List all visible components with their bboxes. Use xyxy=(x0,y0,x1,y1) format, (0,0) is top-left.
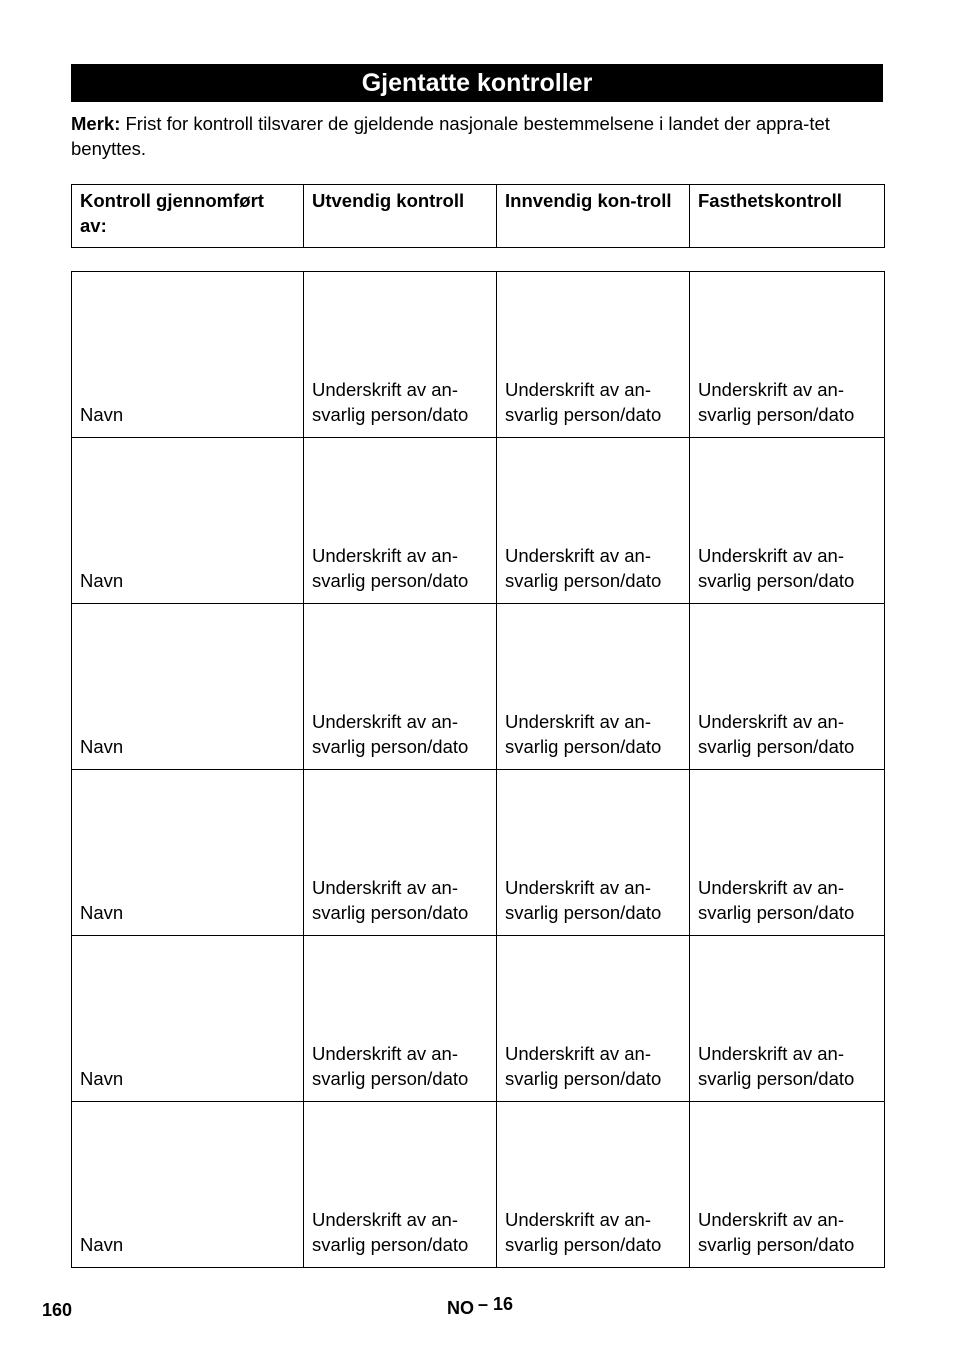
signature-cell[interactable]: Underskrift av an-svarlig person/dato xyxy=(497,438,690,604)
signature-cell[interactable]: Underskrift av an-svarlig person/dato xyxy=(497,1102,690,1268)
table-row xyxy=(72,438,885,604)
name-cell[interactable]: Navn xyxy=(72,770,304,936)
signature-cell[interactable]: Underskrift av an-svarlig person/dato xyxy=(690,604,885,770)
section-page-number: – 16 xyxy=(478,1294,514,1314)
table-row xyxy=(72,604,885,770)
header-table xyxy=(71,184,885,248)
signature-cell[interactable]: Underskrift av an-svarlig person/dato xyxy=(304,770,497,936)
signature-cell[interactable]: Underskrift av an-svarlig person/dato xyxy=(304,272,497,438)
header-cell-internal: Innvendig kon-troll xyxy=(497,185,690,248)
name-cell[interactable]: Navn xyxy=(72,604,304,770)
header-row xyxy=(72,185,885,248)
signature-cell[interactable]: Underskrift av an-svarlig person/dato xyxy=(690,1102,885,1268)
note-label: Merk: xyxy=(71,113,121,134)
signature-cell[interactable]: Underskrift av an-svarlig person/dato xyxy=(690,438,885,604)
signature-cell[interactable]: Underskrift av an-svarlig person/dato xyxy=(497,936,690,1102)
signature-cell[interactable]: Underskrift av an-svarlig person/dato xyxy=(304,604,497,770)
header-cell-external: Utvendig kontroll xyxy=(304,185,497,248)
signature-cell[interactable]: Underskrift av an-svarlig person/dato xyxy=(497,272,690,438)
note-text: Frist for kontroll tilsvarer de gjeldende nasjonale bestemmelsene i landet der appra-tet benyttes. xyxy=(71,113,830,159)
header-cell-performed-by: Kontroll gjennomført av: xyxy=(72,185,304,248)
note-paragraph xyxy=(71,111,886,161)
signature-cell[interactable]: Underskrift av an-svarlig person/dato xyxy=(304,438,497,604)
signature-cell[interactable]: Underskrift av an-svarlig person/dato xyxy=(497,604,690,770)
table-row xyxy=(72,272,885,438)
name-cell[interactable]: Navn xyxy=(72,438,304,604)
table-row xyxy=(72,936,885,1102)
name-cell[interactable]: Navn xyxy=(72,272,304,438)
name-cell[interactable]: Navn xyxy=(72,936,304,1102)
page-number: 160 xyxy=(42,1300,73,1320)
section-page-label xyxy=(447,1294,514,1319)
signature-cell[interactable]: Underskrift av an-svarlig person/dato xyxy=(690,272,885,438)
signature-cell[interactable]: Underskrift av an-svarlig person/dato xyxy=(304,936,497,1102)
signature-cell[interactable]: Underskrift av an-svarlig person/dato xyxy=(690,936,885,1102)
page-title: Gjentatte kontroller xyxy=(71,64,883,102)
name-cell[interactable]: Navn xyxy=(72,1102,304,1268)
signature-cell[interactable]: Underskrift av an-svarlig person/dato xyxy=(497,770,690,936)
table-row xyxy=(72,770,885,936)
language-code: NO xyxy=(447,1298,474,1318)
signature-table xyxy=(71,271,885,1268)
signature-cell[interactable]: Underskrift av an-svarlig person/dato xyxy=(304,1102,497,1268)
header-cell-strength: Fasthetskontroll xyxy=(690,185,885,248)
signature-cell[interactable]: Underskrift av an-svarlig person/dato xyxy=(690,770,885,936)
table-row xyxy=(72,1102,885,1268)
